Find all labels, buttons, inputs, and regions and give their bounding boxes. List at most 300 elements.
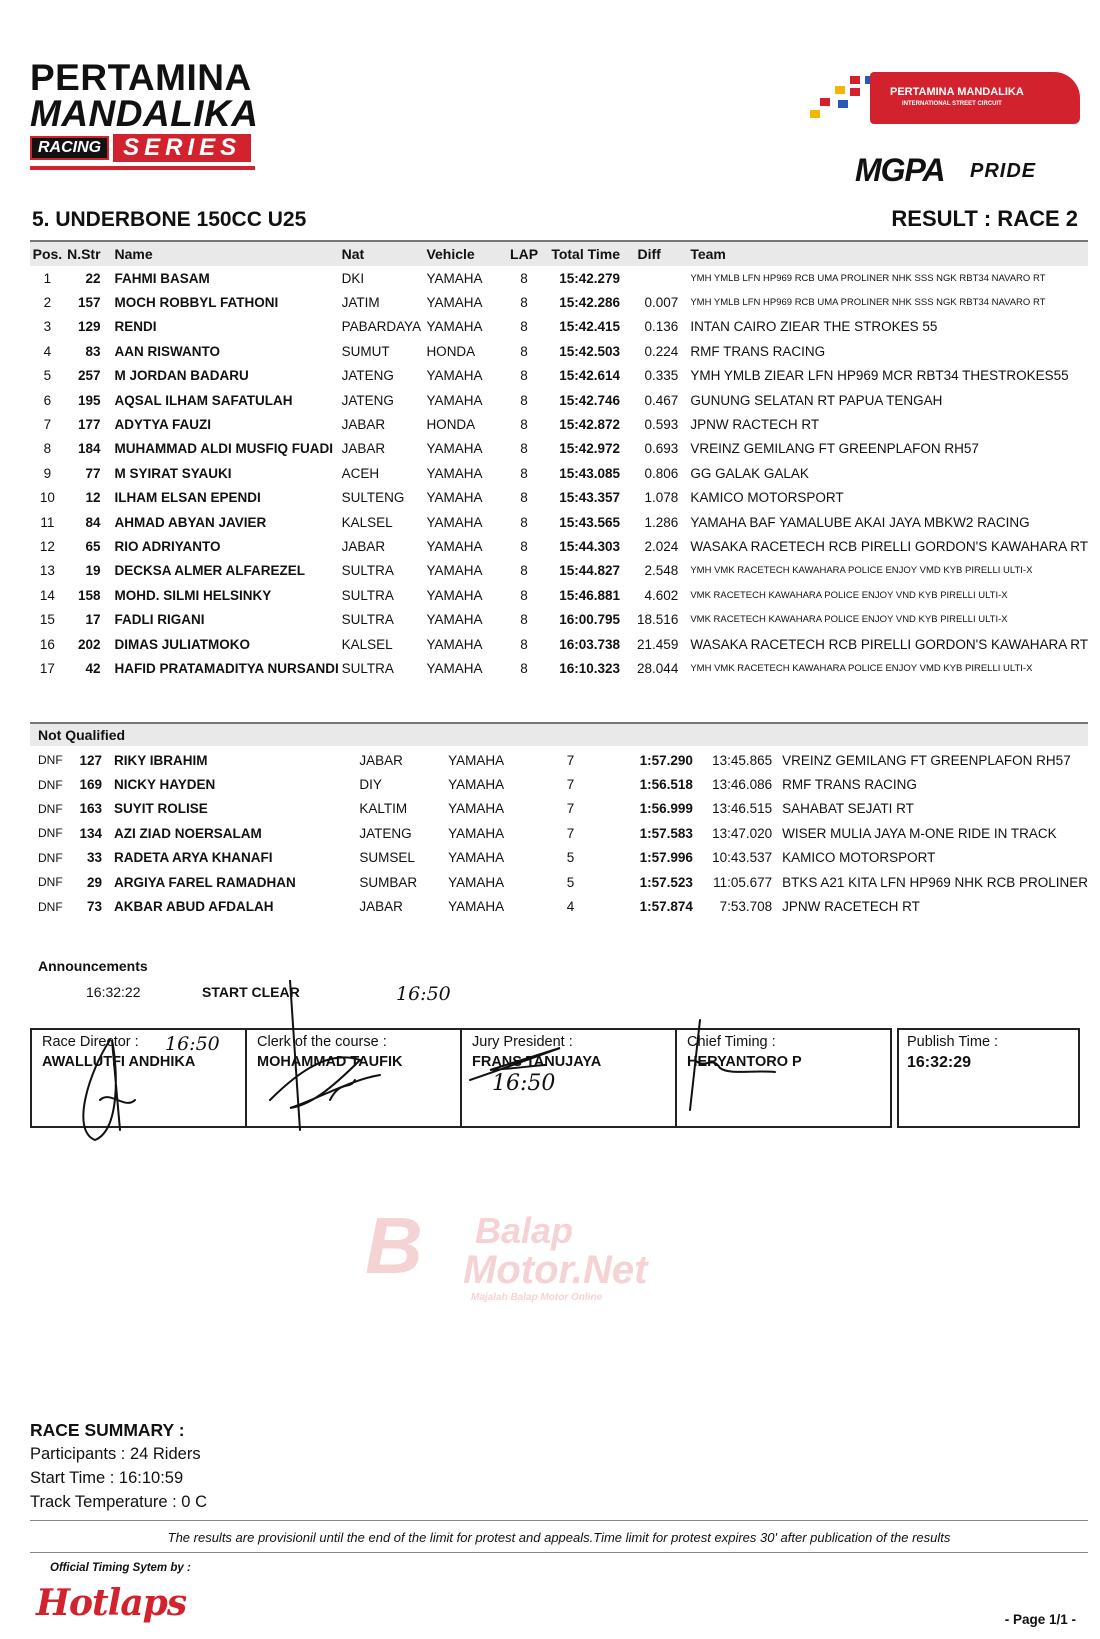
dnf-team: RMF TRANS RACING	[782, 777, 917, 793]
logo-underline	[30, 166, 255, 170]
clerk-of-course-role: Clerk of the course :	[257, 1034, 387, 1050]
result-team: GUNUNG SELATAN RT PAPUA TENGAH	[690, 392, 943, 408]
result-team: YMH YMLB ZIEAR LFN HP969 MCR RBT34 THESTROKES55	[690, 368, 1069, 384]
watermark-line2: Motor.Net	[463, 1248, 648, 1292]
result-pos: 8	[43, 441, 52, 457]
result-lap: 8	[520, 343, 528, 359]
dnf-row	[30, 846, 1088, 870]
result-row	[30, 559, 1088, 583]
dnf-lap: 7	[566, 801, 575, 817]
result-time: 15:42.415	[559, 319, 621, 335]
dnf-total: 13:47.020	[712, 825, 773, 841]
balapmotor-watermark	[355, 1200, 755, 1310]
result-team: INTAN CAIRO ZIEAR THE STROKES 55	[690, 319, 938, 335]
result-time: 15:42.872	[559, 417, 621, 433]
dnf-lap: 7	[566, 777, 575, 793]
dnf-status: DNF	[38, 801, 63, 816]
result-num: 65	[85, 538, 101, 554]
col-pos: Pos.	[30, 241, 65, 266]
result-vehicle: YAMAHA	[426, 514, 483, 530]
result-diff: 0.593	[644, 417, 679, 433]
result-num: 158	[78, 587, 101, 603]
result-row	[30, 339, 1088, 363]
announcements-title: Announcements	[38, 958, 148, 974]
result-num: 42	[85, 660, 101, 676]
result-name: FAHMI BASAM	[114, 270, 210, 286]
result-row	[30, 388, 1088, 412]
protest-note: The results are provisionil until the end of the limit for protest and appeals.Time limit for protest expires 30' after publication of the results	[167, 1530, 951, 1545]
dnf-nat: JABAR	[359, 752, 403, 768]
jury-handwritten-time: 16:50	[492, 1071, 556, 1096]
dnf-total: 13:46.515	[712, 801, 773, 817]
result-diff: 0.136	[644, 319, 679, 335]
logo-line-mandalika: MANDALIKA	[30, 93, 259, 134]
result-diff: 1.078	[644, 490, 679, 506]
result-name: DIMAS JULIATMOKO	[114, 636, 251, 652]
dnf-num: 127	[79, 752, 102, 768]
result-name: ADYTYA FAUZI	[114, 417, 212, 433]
result-team: VREINZ GEMILANG FT GREENPLAFON RH57	[690, 441, 979, 457]
col-nat: Nat	[342, 241, 427, 266]
result-pos: 7	[43, 417, 52, 433]
result-name: MOCH ROBBYL FATHONI	[114, 295, 279, 311]
dnf-team: WISER MULIA JAYA M-ONE RIDE IN TRACK	[782, 825, 1057, 841]
result-pos: 6	[43, 392, 52, 408]
result-diff	[620, 266, 678, 290]
dnf-best: 1:57.290	[639, 752, 693, 768]
dnf-best: 1:57.874	[639, 899, 693, 915]
dnf-num: 163	[79, 801, 102, 817]
result-diff: 2.548	[644, 563, 679, 579]
race-director-handwritten-time: 16:50	[165, 1033, 220, 1055]
result-time: 15:42.746	[559, 392, 621, 408]
not-qualified-table	[30, 748, 1088, 919]
result-diff: 28.044	[637, 660, 679, 676]
result-vehicle: HONDA	[426, 343, 476, 359]
result-num: 12	[85, 490, 101, 506]
result-pos: 14	[39, 587, 55, 603]
dnf-status: DNF	[38, 753, 63, 768]
result-num: 77	[85, 465, 101, 481]
dnf-total: 10:43.537	[712, 850, 773, 866]
result-time: 15:44.827	[559, 563, 621, 579]
result-num: 202	[78, 636, 101, 652]
result-diff: 2.024	[644, 538, 679, 554]
result-vehicle: YAMAHA	[426, 612, 483, 628]
result-pos: 17	[39, 660, 55, 676]
result-time: 15:42.614	[559, 368, 621, 384]
result-name: M SYIRAT SYAUKI	[114, 465, 232, 481]
result-diff: 4.602	[644, 587, 679, 603]
col-name: Name	[109, 241, 342, 266]
race-summary-title: RACE SUMMARY :	[30, 1420, 185, 1440]
col-team: Team	[678, 241, 1088, 266]
result-time: 15:43.085	[559, 465, 621, 481]
dnf-num: 134	[79, 825, 102, 841]
result-pos: 13	[39, 563, 55, 579]
result-team: YMH VMK RACETECH KAWAHARA POLICE ENJOY VMD KYB PIRELLI ULTI-X	[690, 565, 1033, 577]
result-row	[30, 534, 1088, 558]
result-time: 15:42.286	[559, 295, 621, 311]
result-vehicle: YAMAHA	[426, 660, 483, 676]
result-lap: 8	[520, 636, 528, 652]
result-team: JPNW RACTECH RT	[690, 417, 820, 433]
dnf-num: 29	[86, 874, 102, 890]
result-num: 184	[78, 441, 101, 457]
result-lap: 8	[520, 587, 528, 603]
watermark-b-icon: B	[365, 1201, 423, 1290]
result-team: VMK RACETECH KAWAHARA POLICE ENJOY VND KYB PIRELLI ULTI-X	[690, 589, 1008, 601]
result-num: 129	[78, 319, 101, 335]
circuit-subtitle: INTERNATIONAL STREET CIRCUIT	[902, 101, 1002, 107]
result-row	[30, 412, 1088, 436]
result-name: RENDI	[114, 319, 157, 335]
col-nstr: N.Str	[65, 241, 109, 266]
dnf-row	[30, 870, 1088, 894]
dnf-lap: 5	[566, 874, 575, 890]
result-lap: 8	[520, 368, 528, 384]
result-pos: 12	[39, 538, 55, 554]
result-team: WASAKA RACETECH RCB PIRELLI GORDON'S KAWAHARA RT	[690, 636, 1088, 652]
dnf-lap: 4	[566, 899, 575, 915]
dnf-name: SUYIT ROLISE	[113, 801, 208, 817]
result-nat: SULTRA	[341, 563, 394, 579]
result-lap: 8	[520, 612, 528, 628]
result-nat: KALSEL	[341, 636, 393, 652]
result-team: KAMICO MOTORSPORT	[690, 490, 844, 506]
result-nat: PABARDAYA	[341, 319, 422, 335]
result-row	[30, 510, 1088, 534]
page-number: - Page 1/1 -	[1004, 1612, 1076, 1627]
dnf-best: 1:56.518	[639, 777, 693, 793]
dnf-row	[30, 821, 1088, 845]
result-diff: 0.335	[644, 368, 679, 384]
result-pos: 15	[39, 612, 55, 628]
result-row	[30, 266, 1088, 290]
result-row	[30, 461, 1088, 485]
result-num: 84	[85, 514, 101, 530]
announcement-text: START CLEAR	[202, 984, 300, 1000]
circuit-name: PERTAMINA MANDALIKA	[890, 86, 1024, 98]
result-nat: KALSEL	[341, 514, 393, 530]
dnf-nat: KALTIM	[359, 801, 408, 817]
dnf-name: RIKY IBRAHIM	[113, 752, 208, 768]
footer-divider-top	[30, 1520, 1088, 1521]
result-vehicle: YAMAHA	[426, 392, 483, 408]
result-pos: 2	[43, 295, 52, 311]
dnf-vehicle: YAMAHA	[448, 825, 505, 841]
dnf-vehicle: YAMAHA	[448, 899, 505, 915]
result-vehicle: YAMAHA	[426, 563, 483, 579]
logo-series: SERIES	[113, 134, 251, 162]
mgpa-logo: MGPA	[855, 152, 945, 188]
result-title: RESULT : RACE 2	[891, 206, 1078, 231]
dnf-row	[30, 894, 1088, 918]
result-vehicle: YAMAHA	[426, 441, 483, 457]
result-num: 195	[78, 392, 101, 408]
result-lap: 8	[520, 441, 528, 457]
result-vehicle: HONDA	[426, 417, 476, 433]
result-pos: 1	[43, 270, 52, 286]
publish-time-value: 16:32:29	[907, 1054, 972, 1071]
dnf-name: RADETA ARYA KHANAFI	[113, 850, 273, 866]
dnf-nat: SUMBAR	[359, 874, 418, 890]
result-pos: 16	[39, 636, 55, 652]
dnf-total: 13:45.865	[712, 752, 773, 768]
dnf-best: 1:57.583	[639, 825, 693, 841]
result-nat: SULTRA	[341, 660, 394, 676]
timing-system-label: Official Timing Sytem by :	[50, 1562, 191, 1574]
result-name: RIO ADRIYANTO	[114, 538, 221, 554]
result-time: 15:42.279	[559, 270, 621, 286]
col-vehicle: Vehicle	[426, 241, 504, 266]
chief-timing-signature	[690, 1020, 775, 1110]
dnf-row	[30, 772, 1088, 796]
class-title: 5. UNDERBONE 150CC U25	[32, 208, 307, 231]
clerk-of-course-name: MOHAMMAD TAUFIK	[257, 1054, 403, 1070]
result-name: AAN RISWANTO	[114, 343, 221, 359]
result-lap: 8	[520, 514, 528, 530]
dnf-num: 169	[79, 777, 102, 793]
dnf-lap: 7	[566, 825, 575, 841]
result-pos: 11	[40, 514, 55, 530]
result-lap: 8	[520, 270, 528, 286]
dnf-name: AZI ZIAD NOERSALAM	[113, 825, 262, 841]
result-lap: 8	[520, 295, 528, 311]
result-time: 16:10.323	[559, 660, 621, 676]
result-diff: 18.516	[637, 612, 679, 628]
result-num: 17	[85, 612, 101, 628]
dnf-total: 7:53.708	[719, 899, 773, 915]
dnf-best: 1:57.523	[639, 874, 693, 890]
dnf-vehicle: YAMAHA	[448, 801, 505, 817]
result-nat: SULTRA	[341, 587, 394, 603]
result-nat: JABAR	[341, 417, 386, 433]
dnf-status: DNF	[38, 777, 63, 792]
result-lap: 8	[520, 319, 528, 335]
pride-logo: PRIDE	[970, 160, 1037, 182]
result-diff: 0.806	[644, 465, 679, 481]
result-time: 15:43.565	[559, 514, 621, 530]
race-director-signature	[83, 1040, 135, 1140]
clerk-handwritten-time: 16:50	[396, 983, 451, 1005]
not-qualified-title: Not Qualified	[30, 722, 1088, 746]
result-time: 16:03.738	[559, 636, 621, 652]
result-row	[30, 364, 1088, 388]
result-lap: 8	[520, 465, 528, 481]
result-team: RMF TRANS RACING	[690, 343, 826, 359]
result-vehicle: YAMAHA	[426, 319, 483, 335]
result-name: M JORDAN BADARU	[114, 368, 249, 384]
result-row	[30, 315, 1088, 339]
result-name: DECKSA ALMER ALFAREZEL	[114, 563, 306, 579]
dnf-status: DNF	[38, 875, 63, 890]
result-name: AHMAD ABYAN JAVIER	[114, 514, 267, 530]
dnf-vehicle: YAMAHA	[448, 752, 505, 768]
result-nat: SULTRA	[341, 612, 394, 628]
hotlaps-logo: Hotlaps	[36, 1582, 187, 1624]
result-vehicle: YAMAHA	[426, 538, 483, 554]
dnf-status: DNF	[38, 826, 63, 841]
result-diff: 0.224	[644, 343, 679, 359]
results-table	[30, 240, 1088, 681]
dnf-team: VREINZ GEMILANG FT GREENPLAFON RH57	[782, 752, 1071, 768]
chief-timing-role: Chief Timing :	[687, 1034, 776, 1050]
result-nat: JABAR	[341, 441, 386, 457]
result-lap: 8	[520, 538, 528, 554]
result-vehicle: YAMAHA	[426, 368, 483, 384]
col-lap: LAP	[505, 241, 544, 266]
dnf-total: 11:05.677	[713, 874, 773, 890]
footer-divider-bottom	[30, 1552, 1088, 1553]
result-nat: JATIM	[341, 295, 380, 311]
jury-president-name: FRANS TANUJAYA	[472, 1054, 602, 1070]
result-lap: 8	[520, 417, 528, 433]
result-diff: 0.467	[644, 392, 679, 408]
publish-time-label: Publish Time :	[907, 1034, 999, 1050]
result-lap: 8	[520, 392, 528, 408]
result-name: MOHD. SILMI HELSINKY	[114, 587, 272, 603]
result-vehicle: YAMAHA	[426, 465, 483, 481]
result-num: 22	[85, 270, 101, 286]
result-vehicle: YAMAHA	[426, 270, 483, 286]
result-row	[30, 290, 1088, 314]
dnf-name: NICKY HAYDEN	[113, 777, 216, 793]
result-team: YMH YMLB LFN HP969 RCB UMA PROLINER NHK SSS NGK RBT34 NAVARO RT	[690, 272, 1046, 284]
dnf-team: JPNW RACETECH RT	[782, 899, 920, 915]
result-nat: JATENG	[341, 392, 394, 408]
logo-racing: RACING	[30, 136, 109, 160]
dnf-status: DNF	[38, 899, 63, 914]
dnf-total: 13:46.086	[712, 777, 773, 793]
track-temperature: Track Temperature : 0 C	[30, 1493, 207, 1511]
result-name: ILHAM ELSAN EPENDI	[114, 490, 261, 506]
dnf-lap: 7	[566, 752, 575, 768]
result-row	[30, 486, 1088, 510]
result-lap: 8	[520, 660, 528, 676]
result-lap: 8	[520, 490, 528, 506]
col-total-time: Total Time	[544, 241, 620, 266]
circuit-logo	[810, 70, 1090, 130]
result-diff: 0.693	[644, 441, 679, 457]
handwritten-signatures	[0, 980, 1100, 1160]
result-row	[30, 437, 1088, 461]
dnf-row	[30, 748, 1088, 772]
watermark-line3: Majalah Balap Motor Online	[471, 1292, 603, 1303]
result-row	[30, 632, 1088, 656]
dnf-nat: JATENG	[359, 825, 412, 841]
dnf-status: DNF	[38, 850, 63, 865]
dnf-vehicle: YAMAHA	[448, 874, 505, 890]
dnf-nat: JABAR	[359, 899, 403, 915]
result-diff: 21.459	[637, 636, 679, 652]
result-pos: 3	[43, 319, 52, 335]
result-team: VMK RACETECH KAWAHARA POLICE ENJOY VND KYB PIRELLI ULTI-X	[690, 614, 1008, 626]
result-num: 83	[85, 343, 101, 359]
result-vehicle: YAMAHA	[426, 490, 483, 506]
result-nat: ACEH	[341, 465, 380, 481]
result-name: AQSAL ILHAM SAFATULAH	[114, 392, 293, 408]
result-diff: 0.007	[644, 295, 679, 311]
result-time: 15:44.303	[559, 538, 621, 554]
result-nat: SUMUT	[341, 343, 390, 359]
result-team: YMH YMLB LFN HP969 RCB UMA PROLINER NHK SSS NGK RBT34 NAVARO RT	[690, 297, 1046, 309]
result-time: 15:43.357	[559, 490, 621, 506]
dnf-lap: 5	[566, 850, 575, 866]
dnf-best: 1:57.996	[639, 850, 693, 866]
dnf-num: 73	[86, 899, 102, 915]
dnf-vehicle: YAMAHA	[448, 777, 505, 793]
result-pos: 5	[43, 368, 52, 384]
clerk-signature	[270, 1057, 380, 1108]
result-row	[30, 656, 1088, 680]
result-team: YMH VMK RACETECH KAWAHARA POLICE ENJOY VMD KYB PIRELLI ULTI-X	[690, 662, 1033, 674]
result-num: 157	[78, 295, 101, 311]
dnf-vehicle: YAMAHA	[448, 850, 505, 866]
result-vehicle: YAMAHA	[426, 587, 483, 603]
result-team: YAMAHA BAF YAMALUBE AKAI JAYA MBKW2 RACING	[690, 514, 1030, 530]
result-vehicle: YAMAHA	[426, 636, 483, 652]
result-nat: JATENG	[341, 368, 394, 384]
result-time: 15:42.972	[559, 441, 621, 457]
result-num: 19	[85, 563, 101, 579]
result-vehicle: YAMAHA	[426, 295, 483, 311]
results-header-row	[30, 241, 1088, 266]
start-time: Start Time : 16:10:59	[30, 1469, 184, 1487]
result-time: 16:00.795	[559, 612, 621, 628]
jury-president-role: Jury President :	[472, 1034, 573, 1050]
dnf-name: AKBAR ABUD AFDALAH	[113, 899, 274, 915]
result-pos: 9	[43, 465, 52, 481]
result-team: GG GALAK GALAK	[690, 465, 809, 481]
dnf-num: 33	[86, 850, 102, 866]
result-row	[30, 583, 1088, 607]
series-logo	[30, 57, 260, 170]
result-time: 15:46.881	[559, 587, 621, 603]
result-time: 15:42.503	[559, 343, 621, 359]
dnf-team: SAHABAT SEJATI RT	[782, 801, 914, 817]
race-director-role: Race Director :	[42, 1034, 139, 1050]
col-diff: Diff	[620, 241, 678, 266]
result-num: 257	[78, 368, 101, 384]
result-pos: 10	[39, 490, 55, 506]
result-nat: JABAR	[341, 538, 386, 554]
dnf-team: BTKS A21 KITA LFN HP969 NHK RCB PROLINER	[782, 874, 1088, 890]
result-name: HAFID PRATAMADITYA NURSANDI	[114, 660, 339, 676]
result-num: 177	[78, 417, 101, 433]
result-name: FADLI RIGANI	[114, 612, 205, 628]
dnf-nat: DIY	[359, 777, 382, 793]
race-director-name: AWALLUTFI ANDHIKA	[42, 1054, 196, 1070]
result-row	[30, 607, 1088, 631]
logo-line-pertamina: PERTAMINA	[30, 57, 252, 98]
dnf-best: 1:56.999	[639, 801, 693, 817]
chief-timing-name: HERYANTORO P	[687, 1054, 802, 1070]
result-pos: 4	[43, 343, 52, 359]
dnf-row	[30, 797, 1088, 821]
participants: Participants : 24 Riders	[30, 1445, 201, 1463]
announcement-time: 16:32:22	[86, 984, 141, 1000]
result-team: WASAKA RACETECH RCB PIRELLI GORDON'S KAWAHARA RT	[690, 538, 1088, 554]
result-lap: 8	[520, 563, 528, 579]
result-diff: 1.286	[644, 514, 679, 530]
dnf-team: KAMICO MOTORSPORT	[782, 850, 936, 866]
watermark-line1: Balap	[475, 1210, 574, 1251]
dnf-nat: SUMSEL	[359, 850, 415, 866]
result-nat: DKI	[341, 270, 365, 286]
result-name: MUHAMMAD ALDI MUSFIQ FUADI	[114, 441, 334, 457]
result-nat: SULTENG	[341, 490, 405, 506]
